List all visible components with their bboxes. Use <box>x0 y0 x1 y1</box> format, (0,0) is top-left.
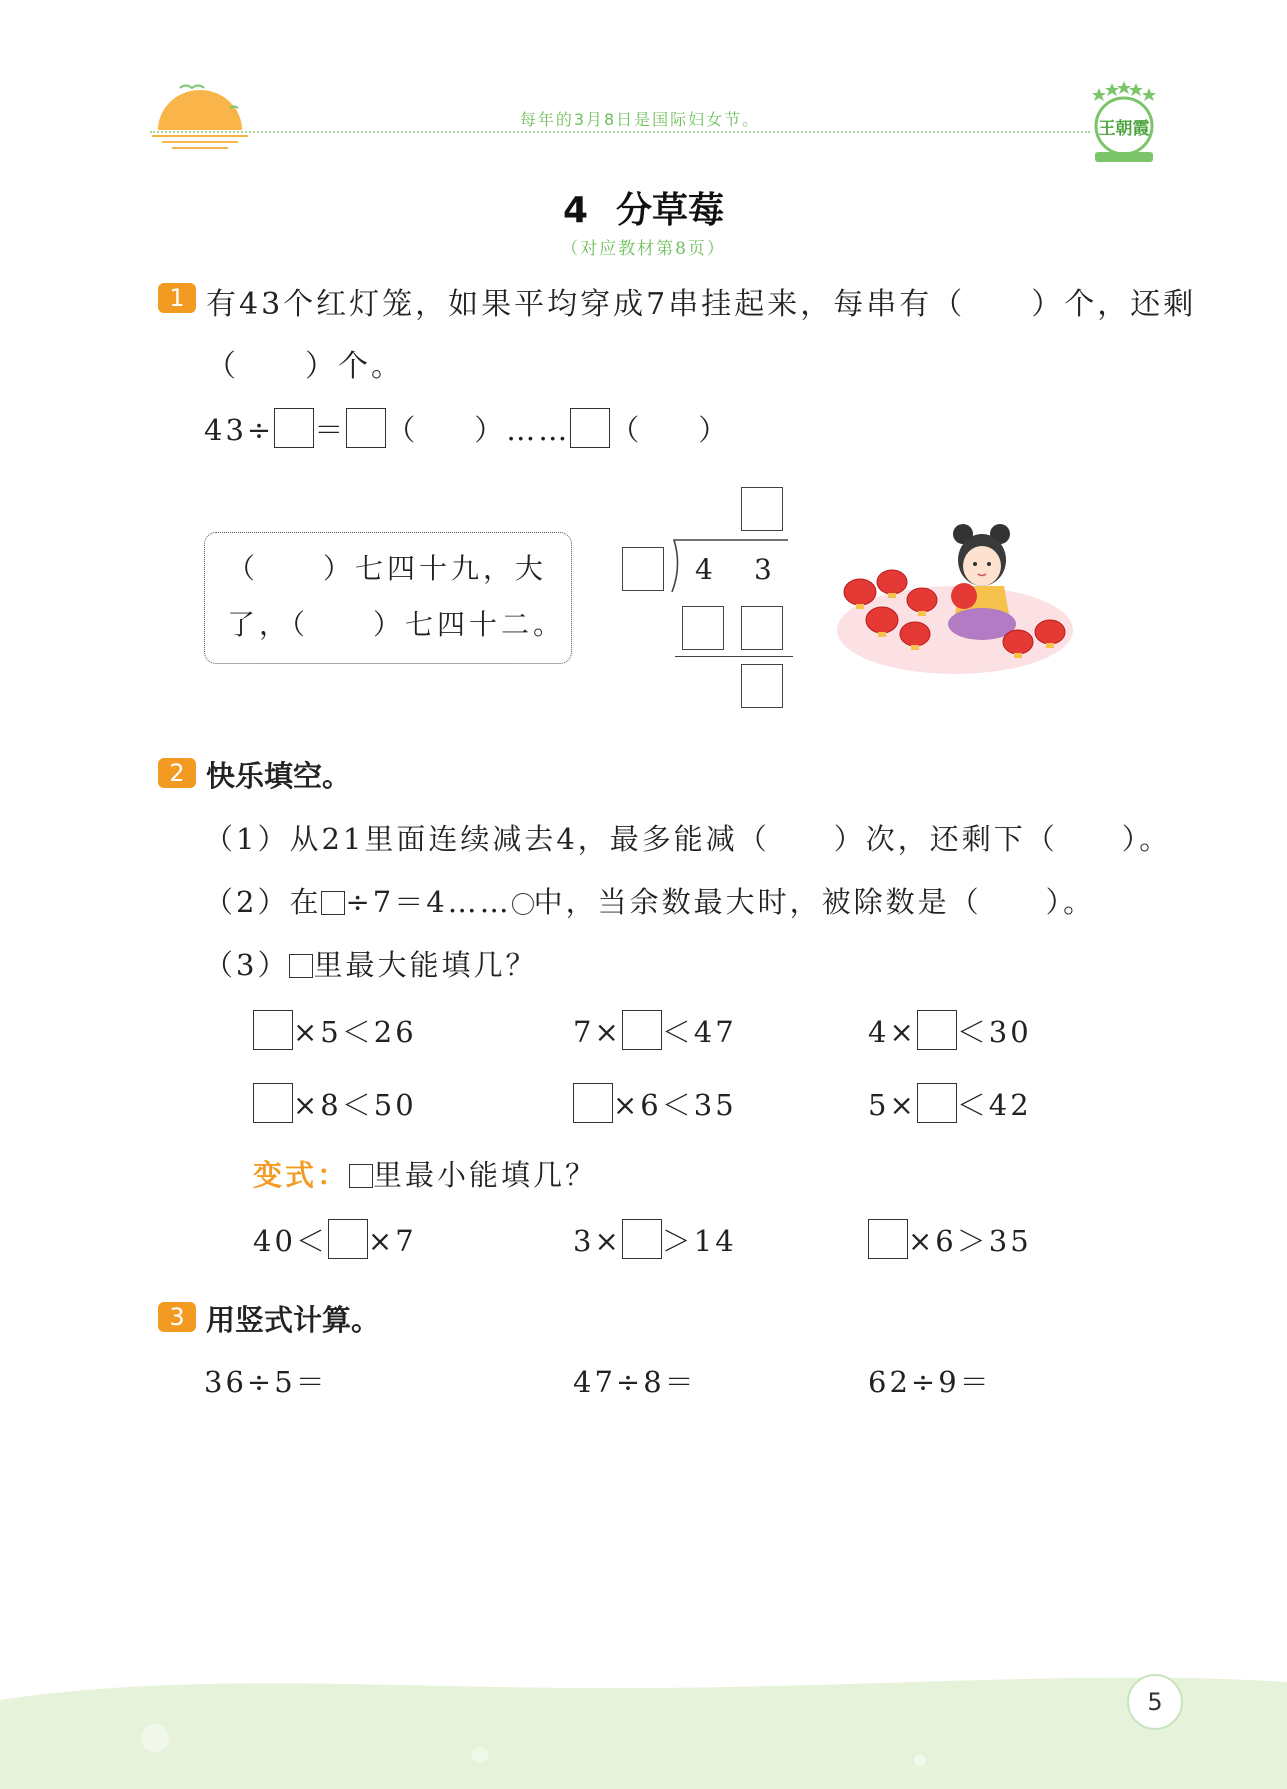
division-subtract-line <box>675 656 793 657</box>
answer-box[interactable] <box>573 1083 613 1123</box>
remainder-circle <box>512 893 534 915</box>
square-symbol <box>349 1164 373 1188</box>
footer-wave-decoration <box>0 1660 1287 1789</box>
answer-box[interactable] <box>917 1010 957 1050</box>
answer-box[interactable] <box>328 1219 368 1259</box>
question-1-equation: 43÷ ＝ （ ）…… （ ） <box>204 408 730 449</box>
page-title <box>0 182 1287 233</box>
division-bracket <box>668 536 793 596</box>
hint-line-1: （ ）七四十九，大 <box>227 552 548 585</box>
division-problem-3: 62÷9＝ <box>868 1365 992 1399</box>
dividend-digit-ones: 3 <box>754 553 772 586</box>
dividend-square <box>321 891 345 915</box>
question-2-item-1: （1）从21里面连续减去4，最多能减（ ）次，还剩下（ ）。 <box>204 822 1172 856</box>
division-problem-2: 47÷8＝ <box>573 1365 697 1399</box>
question-2-item-2: （2）在 ÷7＝4…… 中，当余数最大时，被除数是（ ）。 <box>204 885 1096 919</box>
girl-with-lanterns-illustration <box>830 512 1080 682</box>
question-3-badge: 3 <box>158 1302 196 1332</box>
quotient-answer-box[interactable] <box>346 408 386 448</box>
answer-box[interactable] <box>868 1219 908 1259</box>
brand-seal-logo <box>1085 78 1163 166</box>
answer-box[interactable] <box>917 1083 957 1123</box>
division-product-tens-box[interactable] <box>682 606 724 650</box>
svg-text:王朝霞: 王朝霞 <box>1098 119 1150 139</box>
inequality-r2-c3: 5× ＜42 <box>868 1083 1032 1124</box>
remainder-answer-box[interactable] <box>570 408 610 448</box>
inequality-r2-c2: ×6＜35 <box>573 1083 737 1124</box>
question-2-heading: 快乐填空。 <box>206 759 352 793</box>
answer-box[interactable] <box>253 1010 293 1050</box>
question-1-text-line2: （ ）个。 <box>206 349 404 384</box>
question-2-badge: 2 <box>158 758 196 788</box>
question-2-item-3: （3） 里最大能填几？ <box>204 948 538 982</box>
variant-heading: 变式： 里最小能填几？ <box>253 1158 598 1192</box>
answer-box[interactable] <box>622 1219 662 1259</box>
inequality-r1-c3: 4× ＜30 <box>868 1010 1032 1051</box>
lesson-number: 4 <box>562 190 589 231</box>
inequality-r1-c2: 7× ＜47 <box>573 1010 737 1051</box>
inequality-r1-c1: ×5＜26 <box>253 1010 417 1051</box>
sunset-icon <box>150 80 250 160</box>
inequality-r3-c2: 3× ＞14 <box>573 1219 737 1260</box>
header-tip: 每年的3月8日是国际妇女节。 <box>519 110 761 129</box>
inequality-r3-c1: 40＜ ×7 <box>253 1219 417 1260</box>
question-3-heading: 用竖式计算。 <box>206 1303 381 1337</box>
question-1-text-line1: 有43个红灯笼，如果平均穿成7串挂起来，每串有（ ）个，还剩 <box>206 287 1197 322</box>
variant-label: 变式： <box>253 1158 350 1192</box>
division-quotient-box[interactable] <box>741 487 783 531</box>
hint-line-2: 了，（ ）七四十二。 <box>227 608 566 641</box>
square-symbol <box>289 954 313 978</box>
page-number: 5 <box>1127 1674 1183 1730</box>
dividend-digit-tens: 4 <box>695 553 713 586</box>
division-product-ones-box[interactable] <box>741 606 783 650</box>
inequality-r2-c1: ×8＜50 <box>253 1083 417 1124</box>
textbook-reference: （对应教材第8页） <box>561 239 726 259</box>
divisor-answer-box[interactable] <box>274 408 314 448</box>
division-divisor-box[interactable] <box>622 547 664 591</box>
lesson-title: 分草莓 <box>616 190 725 231</box>
answer-box[interactable] <box>622 1010 662 1050</box>
answer-box[interactable] <box>253 1083 293 1123</box>
question-1-badge: 1 <box>158 283 196 313</box>
division-problem-1: 36÷5＝ <box>204 1365 328 1399</box>
division-remainder-box[interactable] <box>741 664 783 708</box>
multiplication-hint-box <box>204 532 572 664</box>
header-divider <box>150 131 1090 133</box>
inequality-r3-c3: ×6＞35 <box>868 1219 1032 1260</box>
